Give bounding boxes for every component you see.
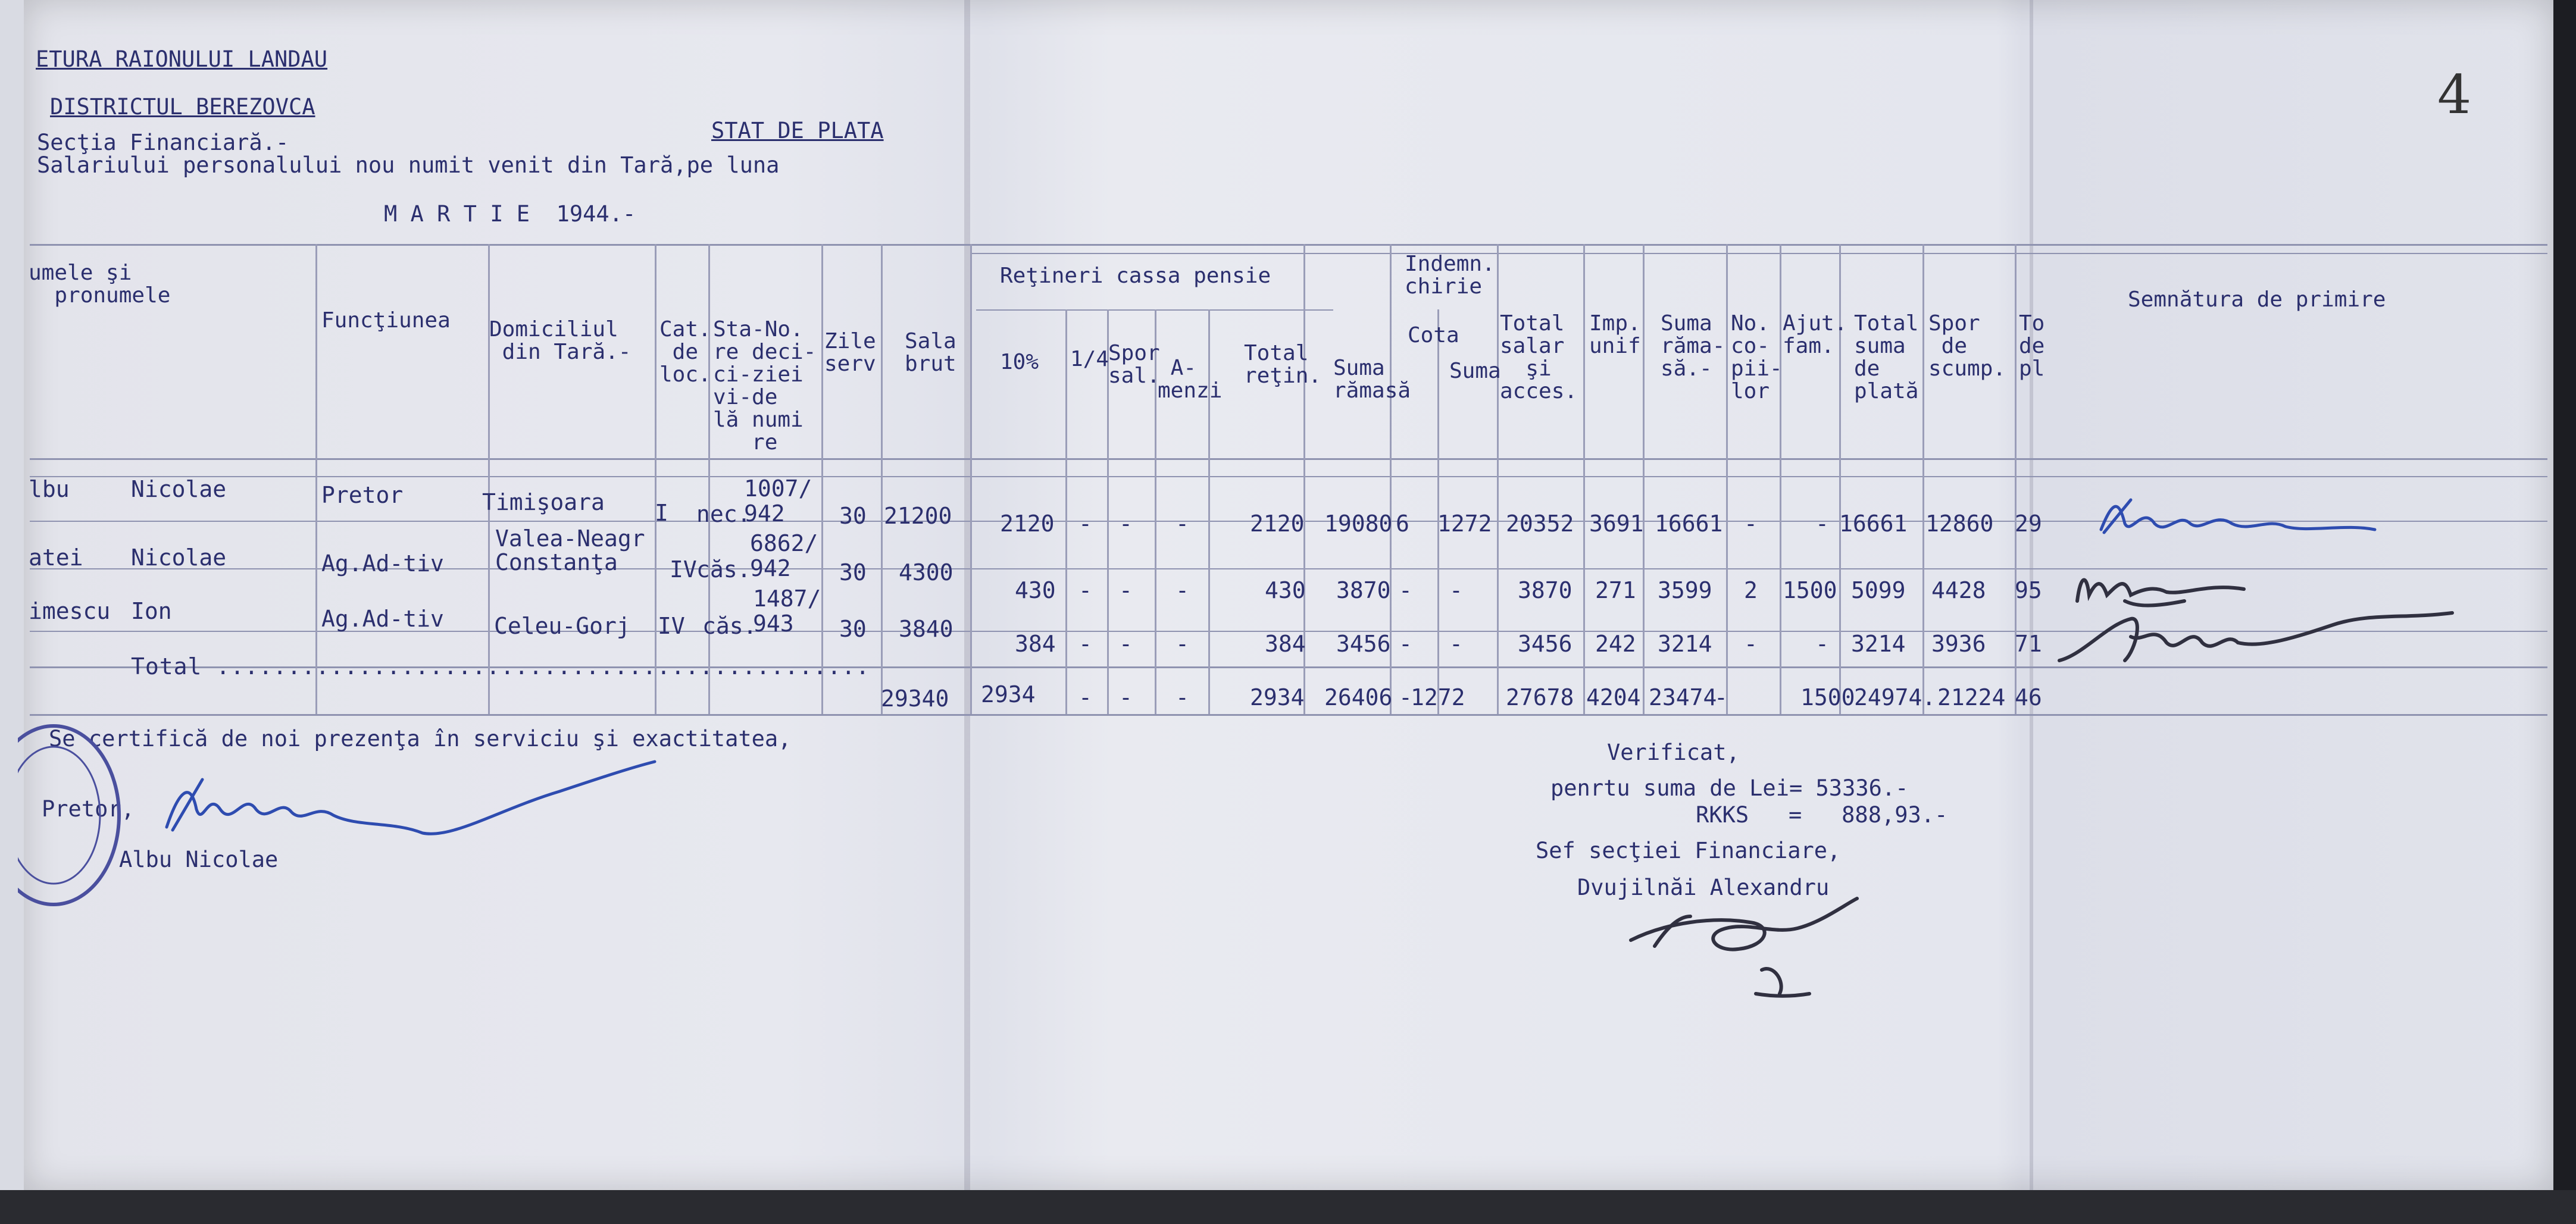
- row2-last-name: atei: [29, 544, 83, 571]
- col-spor-scump-header: Spor de scump.: [1928, 311, 2006, 381]
- row3-decizie: 1487/ 943: [753, 586, 821, 637]
- row2-total-salar: 3870: [1518, 577, 1573, 603]
- col-divider: [1065, 309, 1067, 714]
- row2-no-copii: 2: [1744, 577, 1758, 603]
- row2-function: Ag.Ad-tiv: [321, 550, 444, 577]
- col-cat-header: Cat. de loc.: [659, 317, 711, 387]
- col-names-header: umele şi pronumele: [29, 261, 171, 308]
- header-month: M A R T I E 1944.-: [384, 201, 636, 227]
- certification-text: Se certifică de noi prezenţa în serviciu şi exactitatea,: [49, 726, 792, 752]
- col-suma-ramasa-header: Suma rămasă: [1333, 356, 1411, 403]
- row2-salary: 4300: [899, 559, 954, 586]
- row2-cota: -: [1399, 577, 1412, 603]
- col-divider: [1643, 244, 1645, 714]
- row2-days: 30: [839, 559, 867, 586]
- col-divider: [821, 244, 823, 714]
- header-line-4: Salariului personalului nou numit venit din Tară,pe luna: [37, 152, 780, 178]
- row3-spor-scump: 3936: [1931, 631, 1986, 657]
- document-title: STAT DE PLATA: [711, 118, 884, 143]
- row-line-1: [30, 476, 2547, 477]
- row3-domicile: Celeu-Gorj: [494, 613, 630, 639]
- col-divider: [655, 244, 656, 714]
- col-divider: [881, 244, 883, 714]
- totals-salary: 29340: [881, 685, 949, 712]
- row2-suma-ramasa: 3870: [1336, 577, 1391, 603]
- totals-spor-scump: 21224: [1937, 684, 2006, 710]
- header-line-3: Secţia Financiară.-: [37, 130, 289, 155]
- row3-total-suma: 3214: [1851, 631, 1906, 657]
- row3-suma-ramasa: 3456: [1336, 631, 1391, 657]
- totals-total-salar: 27678: [1506, 684, 1574, 710]
- col-salary-header: Sala brut: [905, 329, 956, 376]
- row2-to: 95: [2015, 577, 2042, 603]
- row1-status: nec.: [696, 501, 751, 527]
- row1-domicile: Timişoara: [482, 489, 605, 515]
- row2-amenzi: -: [1176, 577, 1189, 603]
- signer-role: Pretor,: [42, 796, 135, 822]
- row1-last-name: lbu: [29, 476, 70, 502]
- col-retineri-header: Reţineri cassa pensie: [1000, 264, 1271, 288]
- row1-cat: I: [655, 500, 668, 526]
- official-stamp: [18, 714, 131, 916]
- row3-cota: -: [1399, 631, 1412, 657]
- row3-ajut: -: [1815, 631, 1829, 657]
- row1-spor-scump: 12860: [1925, 511, 1994, 537]
- col-function-header: Funcţiunea: [321, 308, 451, 333]
- col-cota-header: Cota: [1408, 323, 1459, 348]
- row2-domicile: Valea-Neagr Constanţa: [495, 525, 645, 575]
- col-to-header: To de pl: [2019, 311, 2045, 381]
- row1-decizie: 1007/ 942: [744, 475, 812, 527]
- col-total-retin-header: Total reţin.: [1244, 341, 1322, 388]
- row3-spor: -: [1119, 631, 1133, 657]
- col-divider: [708, 244, 710, 714]
- col-divider: [1497, 244, 1499, 714]
- table-top-line-2: [970, 253, 2547, 254]
- row1-total-salar: 20352: [1506, 511, 1574, 537]
- row3-total-salar: 3456: [1518, 631, 1573, 657]
- chief-signature: [1619, 893, 1917, 1012]
- header-line-1: ETURA RAIONULUI LANDAU: [36, 46, 328, 72]
- row3-amenzi: -: [1176, 631, 1189, 657]
- row1-amenzi: -: [1176, 511, 1189, 537]
- row1-r10: 2120: [1000, 511, 1055, 537]
- row3-imp: 242: [1595, 631, 1636, 657]
- verified-rkks: RKKS = 888,93.-: [1643, 802, 1948, 828]
- row2-decizie: 6862/ 942: [750, 530, 818, 581]
- row3-suma: -: [1449, 631, 1463, 657]
- row3-status: căs.: [702, 613, 757, 639]
- row2-suma-ram: 3599: [1658, 577, 1712, 603]
- header-line-2: DISTRICTUL BEREZOVCA: [50, 94, 315, 120]
- row1-days: 30: [839, 503, 867, 529]
- row3-total-retin: 384: [1265, 631, 1306, 657]
- col-suma-header: Suma: [1449, 359, 1501, 383]
- totals-suma: 1272: [1411, 684, 1465, 710]
- row3-function: Ag.Ad-tiv: [321, 606, 444, 632]
- table-top-line: [30, 244, 2547, 246]
- row1-spor: -: [1119, 511, 1133, 537]
- background-bottom: [0, 1190, 2576, 1224]
- verified-sum: penrtu suma de Lei= 53336.-: [1550, 775, 1909, 801]
- row2-total-retin: 430: [1265, 577, 1306, 603]
- totals-total-retin: 2934: [1250, 684, 1305, 710]
- totals-r10: 2934: [981, 681, 1036, 708]
- totals-imp: 4204: [1586, 684, 1641, 710]
- row3-cat: IV: [658, 613, 685, 639]
- signer-name: Albu Nicolae: [119, 847, 279, 872]
- row3-to: 71: [2015, 631, 2042, 657]
- row1-suma: 1272: [1437, 511, 1492, 537]
- document-sheet: [24, 0, 2553, 1190]
- row3-r14: -: [1078, 631, 1092, 657]
- row3-r10: 384: [1015, 631, 1056, 657]
- col-signature-header: Semnătura de primire: [2128, 287, 2386, 312]
- row1-r14: -: [1078, 511, 1092, 537]
- row1-first-name: Nicolae: [131, 476, 227, 502]
- row1-to: 29: [2015, 511, 2042, 537]
- totals-label: Total ..............................................: [131, 653, 870, 680]
- row1-total-retin: 2120: [1250, 511, 1305, 537]
- col-divider: [1583, 244, 1585, 714]
- totals-to: 46: [2015, 684, 2042, 710]
- row1-function: Pretor: [321, 482, 404, 508]
- chief-name: Dvujilnăi Alexandru: [1577, 875, 1830, 900]
- row2-suma: -: [1449, 577, 1463, 603]
- row2-imp: 271: [1595, 577, 1636, 603]
- totals-total-suma: 24974.: [1854, 684, 1936, 710]
- row1-cota: 6: [1396, 511, 1409, 537]
- recipient-signature-3: [2047, 601, 2464, 672]
- col-days-header: Zile serv: [824, 329, 876, 376]
- row2-cat: IV: [670, 556, 697, 583]
- col-divider: [1922, 244, 1924, 714]
- recipient-signature-1: [2095, 488, 2405, 553]
- col-total-salar-header: Total salar şi acces.: [1500, 311, 1578, 403]
- row1-no-copii: -: [1744, 511, 1758, 537]
- row1-ajut: -: [1815, 511, 1829, 537]
- paper-fold: [964, 0, 970, 1190]
- row2-total-suma: 5099: [1851, 577, 1906, 603]
- totals-ajut: 1500: [1800, 684, 1855, 710]
- row2-spor-scump: 4428: [1931, 577, 1986, 603]
- row3-no-copii: -: [1744, 631, 1758, 657]
- row2-r10: 430: [1015, 577, 1056, 603]
- verified-label: Verificat,: [1607, 740, 1740, 765]
- page-number-mark: 4: [2437, 64, 2472, 126]
- col-domicile-header: Domiciliul din Tară.-: [489, 317, 632, 364]
- table-header-bottom: [30, 458, 2547, 460]
- totals-suma-ram: 23474: [1649, 684, 1717, 710]
- col-r14-header: 1/4: [1070, 347, 1109, 371]
- row1-salary: 21200: [884, 503, 952, 529]
- row2-status: căs.: [696, 556, 751, 583]
- row3-first-name: Ion: [131, 598, 172, 624]
- col-indemn-header: Indemn. chirie: [1405, 252, 1495, 299]
- row2-first-name: Nicolae: [131, 544, 227, 571]
- row1-total-suma: 16661: [1839, 511, 1908, 537]
- totals-no-copii: -: [1714, 684, 1728, 710]
- col-divider: [315, 244, 317, 714]
- row2-r14: -: [1078, 577, 1092, 603]
- totals-amenzi: -: [1176, 684, 1189, 710]
- col-divider: [970, 244, 972, 714]
- col-suma-ram-header: Suma răma- să.-: [1661, 311, 1725, 381]
- col-status-header: Sta-No. re deci- ci-ziei vi-de lă numi re: [713, 317, 817, 455]
- totals-spor: -: [1119, 684, 1133, 710]
- row3-salary: 3840: [899, 616, 954, 642]
- row3-suma-ram: 3214: [1658, 631, 1712, 657]
- chief-title: Sef secţiei Financiare,: [1536, 838, 1841, 863]
- col-divider: [1726, 244, 1728, 714]
- row2-ajut: 1500: [1783, 577, 1837, 603]
- col-r10-header: 10%: [1000, 350, 1039, 374]
- page-left-edge: [0, 0, 24, 1224]
- row3-last-name: imescu: [29, 598, 111, 624]
- totals-suma-ramasa: 26406: [1324, 684, 1393, 710]
- col-amenzi-header: A- menzi: [1158, 356, 1223, 403]
- col-divider: [488, 244, 490, 714]
- row1-imp: 3691: [1589, 511, 1644, 537]
- col-no-copii-header: No. co- pii- lor: [1731, 311, 1783, 403]
- row1-suma-ram: 16661: [1655, 511, 1723, 537]
- totals-r14: -: [1078, 684, 1092, 710]
- row3-days: 30: [839, 616, 867, 642]
- table-bottom-line: [30, 714, 2547, 716]
- row2-spor: -: [1119, 577, 1133, 603]
- col-spor-header: Spor sal.: [1108, 341, 1160, 388]
- row1-suma-ramasa: 19080: [1324, 511, 1393, 537]
- col-ajut-header: Ajut. fam.: [1783, 311, 1847, 358]
- totals-cota: -: [1399, 684, 1412, 710]
- pretor-signature: [143, 756, 679, 857]
- col-imp-header: Imp. unif: [1589, 311, 1641, 358]
- col-total-suma-header: Total suma de plată: [1854, 311, 1919, 403]
